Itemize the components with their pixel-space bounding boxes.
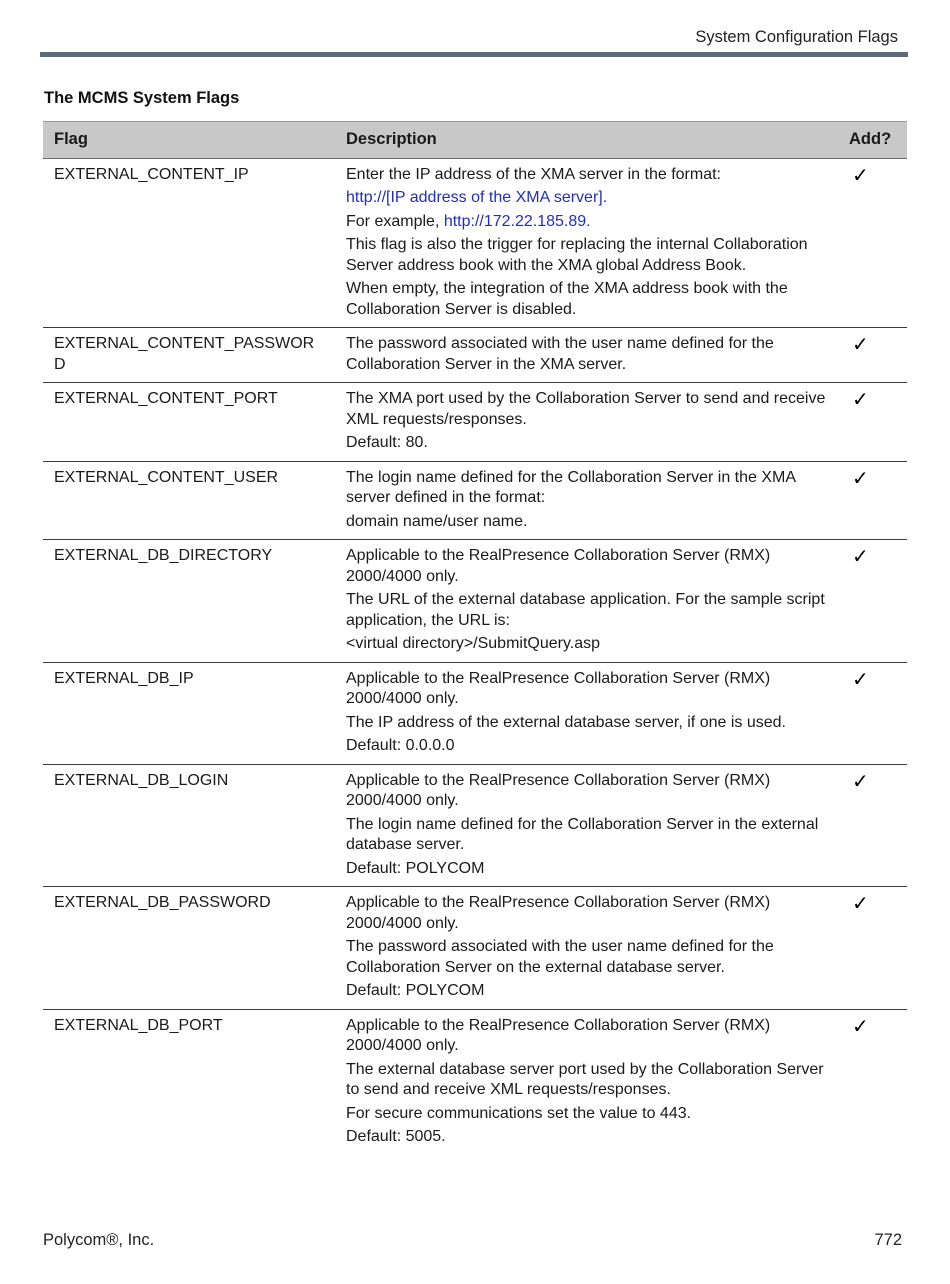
description-cell (335, 887, 841, 1010)
flag-name: EXTERNAL_CONTENT_PASSWORD (43, 328, 335, 383)
header-rule (40, 52, 908, 57)
flag-name: EXTERNAL_CONTENT_IP (43, 158, 335, 328)
checkmark-icon: ✓ (852, 387, 869, 411)
example-ip-link[interactable]: http://172.22.185.89 (443, 212, 587, 230)
description-text: This flag is also the trigger for replacing the internal Collaboration Server address book with the XMA global Address Book. (346, 236, 808, 274)
checkmark-icon: ✓ (852, 768, 869, 793)
description-text: Applicable to the RealPresence Collaboration Server (RMX) 2000/4000 only. (346, 669, 771, 707)
section-title: The MCMS System Flags (44, 89, 240, 107)
column-header-description: Description (335, 122, 841, 159)
flags-table (43, 121, 907, 1155)
add-cell (841, 662, 907, 764)
checkmark-icon: ✓ (852, 1013, 869, 1038)
checkmark-icon: ✓ (852, 666, 869, 691)
table-row (43, 383, 907, 462)
flag-name: EXTERNAL_DB_PORT (54, 1016, 223, 1034)
footer-company: Polycom®, Inc. (43, 1231, 155, 1249)
column-header-add: Add? (841, 122, 907, 159)
description-cell (335, 461, 841, 540)
description-cell (335, 1009, 841, 1155)
add-cell (841, 383, 907, 462)
description-text: The login name defined for the Collaboration Server in the external database server. (346, 815, 819, 853)
description-text: Enter the IP address of the XMA server in the format: (346, 165, 721, 183)
running-header: System Configuration Flags (695, 28, 898, 46)
description-text: The IP address of the external database server, if one is used. (346, 713, 786, 731)
description-text: Applicable to the RealPresence Collaboration Server (RMX) 2000/4000 only. (346, 894, 771, 932)
flag-name: EXTERNAL_DB_IP (43, 662, 335, 764)
checkmark-icon: ✓ (852, 465, 869, 490)
add-cell (841, 764, 907, 887)
table-row (43, 461, 907, 540)
checkmark-icon: ✓ (852, 891, 869, 915)
flag-name: EXTERNAL_CONTENT_PORT (43, 383, 335, 462)
description-cell (335, 383, 841, 462)
description-text: Applicable to the RealPresence Collaboration Server (RMX) 2000/4000 only. (346, 771, 771, 809)
description-text: The external database server port used by the Collaboration Server to send and receive XML requests/responses. (346, 1060, 824, 1098)
description-text: Default: 80. (346, 434, 428, 451)
description-cell (335, 764, 841, 887)
checkmark-icon: ✓ (852, 544, 869, 568)
description-cell (335, 540, 841, 663)
checkmark-icon: ✓ (852, 162, 869, 187)
column-header-flag: Flag (43, 122, 335, 159)
table-row (43, 158, 907, 328)
table-row (43, 328, 907, 383)
flag-name: EXTERNAL_DB_PASSWORD (43, 887, 335, 1010)
flag-name: EXTERNAL_CONTENT_USER (43, 461, 335, 540)
description-cell (335, 158, 841, 328)
description-cell (335, 328, 841, 383)
description-text: <virtual directory>/SubmitQuery.asp (346, 635, 601, 652)
flag-name: EXTERNAL_DB_LOGIN (43, 764, 335, 887)
flag-name: EXTERNAL_DB_DIRECTORY (43, 540, 335, 663)
table-row (43, 540, 907, 663)
add-cell (841, 887, 907, 1010)
description-text: The password associated with the user name defined for the Collaboration Server on the external database server. (346, 938, 774, 976)
table-row (43, 662, 907, 764)
description-text: The XMA port used by the Collaboration Server to send and receive XML requests/responses. (346, 390, 826, 428)
footer-page-number: 772 (874, 1231, 902, 1249)
description-text: Applicable to the RealPresence Collaboration Server (RMX) 2000/4000 only. (346, 1016, 771, 1054)
description-text: Applicable to the RealPresence Collaboration Server (RMX) 2000/4000 only. (346, 547, 771, 585)
add-cell (841, 1009, 907, 1155)
description-text: When empty, the integration of the XMA address book with the Collaboration Server is disabled. (346, 280, 788, 318)
xma-format-link[interactable]: http://[IP address of the XMA server]. (346, 189, 608, 206)
description-text: The password associated with the user name defined for the Collaboration Server in the XMA server. (346, 335, 774, 373)
description-text: . (586, 212, 591, 230)
table-header-row (43, 122, 907, 159)
add-cell (841, 461, 907, 540)
description-cell (335, 662, 841, 764)
table-row (43, 1009, 907, 1155)
table-row (43, 764, 907, 887)
description-text: For secure communications set the value to 443. (346, 1104, 692, 1122)
description-text: The URL of the external database application. For the sample script application, the URL is: (346, 591, 825, 629)
description-text: Default: 5005. (346, 1128, 446, 1145)
description-text: Default: POLYCOM (346, 859, 485, 877)
add-cell (841, 328, 907, 383)
description-text: domain name/user name. (346, 512, 528, 530)
add-cell (841, 540, 907, 663)
description-text: For example, (346, 212, 444, 230)
description-text: The login name defined for the Collaboration Server in the XMA server defined in the format: (346, 468, 796, 506)
add-cell (841, 158, 907, 328)
checkmark-icon: ✓ (852, 332, 869, 356)
table-row (43, 887, 907, 1010)
description-text: Default: POLYCOM (346, 982, 485, 999)
description-text: Default: 0.0.0.0 (346, 737, 455, 754)
